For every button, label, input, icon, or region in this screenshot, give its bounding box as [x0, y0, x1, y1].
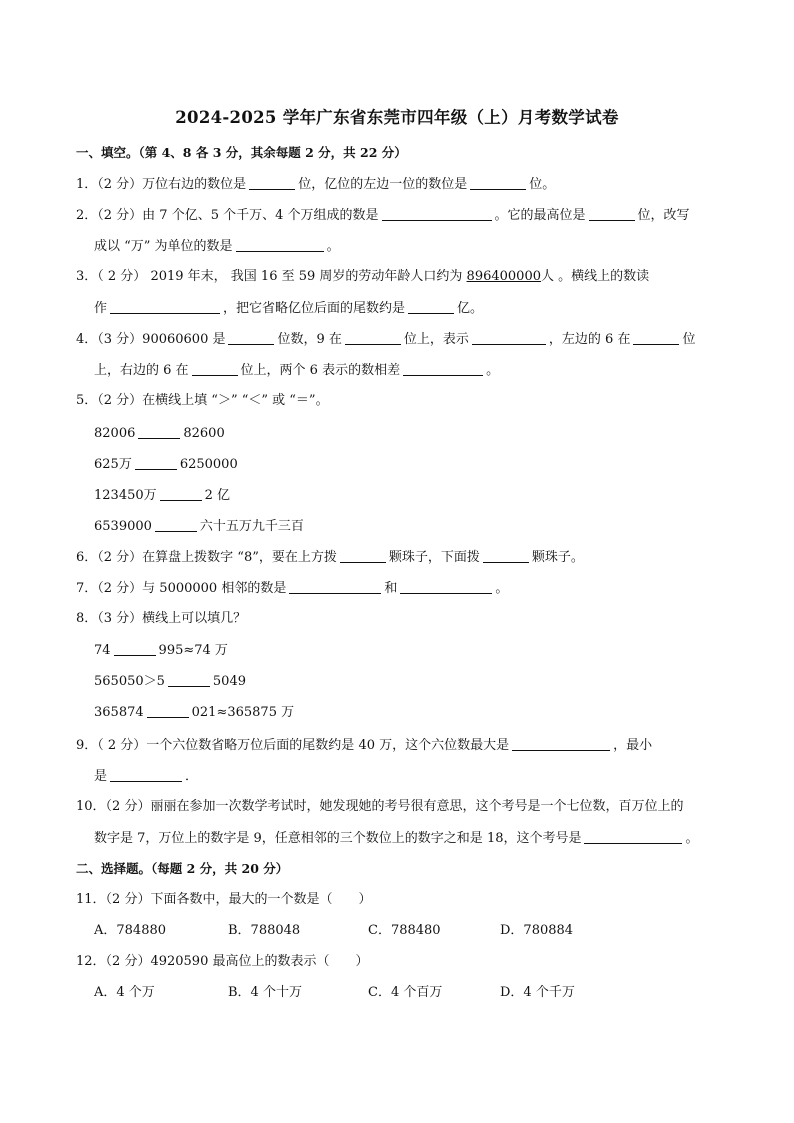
question-12: 12．（2 分）4920590 最高位上的数表示（ ）	[76, 954, 369, 969]
answer-blank[interactable]	[400, 579, 492, 594]
compare-row: 625万 6250000	[94, 457, 238, 472]
option-d[interactable]: D．4 个千万	[500, 985, 575, 1000]
answer-blank[interactable]	[114, 641, 156, 656]
question-2: 2．（2 分）由 7 个亿、5 个千万、4 个万组成的数是 。它的最高位是 位，改写	[76, 208, 690, 223]
answer-blank[interactable]	[135, 455, 177, 470]
answer-blank[interactable]	[289, 579, 381, 594]
population-number: 896400000	[466, 269, 541, 284]
question-10-cont: 数字是 7，万位上的数字是 9，任意相邻的三个数位上的数字之和是 18，这个考号是 。	[94, 831, 699, 846]
question-3-cont: 作 ，把它省略亿位后面的尾数约是 亿。	[94, 301, 484, 316]
option-c[interactable]: C．4 个百万	[368, 985, 443, 1000]
answer-blank[interactable]	[110, 767, 182, 782]
question-8: 8．（3 分）横线上可以填几？	[76, 611, 247, 626]
page-title: 2024-2025 学年广东省东莞市四年级（上）月考数学试卷	[175, 108, 619, 127]
question-10: 10．（2 分）丽丽在参加一次数学考试时，她发现她的考号很有意思，这个考号是一个七位数，百万位上的	[76, 799, 684, 814]
option-c[interactable]: C．788480	[368, 923, 441, 938]
answer-blank[interactable]	[483, 548, 529, 563]
answer-blank[interactable]	[168, 672, 210, 687]
option-a[interactable]: A．784880	[94, 923, 167, 938]
answer-blank[interactable]	[345, 330, 401, 345]
compare-row: 82006 82600	[94, 426, 225, 441]
answer-blank[interactable]	[160, 486, 202, 501]
compare-row: 6539000 六十五万九千三百	[94, 519, 304, 534]
estimate-row: 365874 021≈365875 万	[94, 705, 295, 720]
answer-blank[interactable]	[403, 361, 483, 376]
option-b[interactable]: B．4 个十万	[228, 985, 302, 1000]
section-choice-heading: 二、选择题。（每题 2 分，共 20 分）	[76, 861, 289, 876]
option-d[interactable]: D．780884	[500, 923, 574, 938]
question-11: 11．（2 分）下面各数中，最大的一个数是（ ）	[76, 892, 372, 907]
answer-blank[interactable]	[408, 299, 454, 314]
answer-blank[interactable]	[340, 548, 386, 563]
answer-blank[interactable]	[589, 206, 635, 221]
answer-blank[interactable]	[228, 330, 274, 345]
answer-blank[interactable]	[249, 175, 295, 190]
question-7: 7．（2 分）与 5000000 相邻的数是 和 。	[76, 581, 509, 596]
answer-blank[interactable]	[584, 829, 682, 844]
option-b[interactable]: B．788048	[228, 923, 301, 938]
answer-blank[interactable]	[236, 237, 324, 252]
question-5: 5．（2 分）在横线上填 “＞” “＜” 或 “＝”。	[76, 393, 329, 408]
question-3: 3．（ 2 分） 2019 年末， 我国 16 至 59 周岁的劳动年龄人口约为 896400000人 。横线上的数读	[76, 269, 650, 284]
question-4: 4．（3 分）90060600 是 位数，9 在 位上，表示 ，左边的 6 在 位	[76, 332, 696, 347]
answer-blank[interactable]	[472, 330, 546, 345]
answer-blank[interactable]	[192, 361, 238, 376]
answer-blank[interactable]	[110, 299, 220, 314]
answer-blank[interactable]	[138, 424, 180, 439]
option-a[interactable]: A．4 个万	[94, 985, 155, 1000]
answer-blank[interactable]	[633, 330, 679, 345]
section-fill-in-heading: 一、填空。（第 4、8 各 3 分，其余每题 2 分，共 22 分）	[76, 145, 407, 160]
answer-blank[interactable]	[155, 517, 197, 532]
question-2-cont: 成以 “万” 为单位的数是 。	[94, 239, 340, 254]
question-4-cont: 上，右边的 6 在 位上，两个 6 表示的数相差 。	[94, 363, 500, 378]
answer-blank[interactable]	[470, 175, 526, 190]
question-9: 9．（ 2 分）一个六位数省略万位后面的尾数约是 40 万，这个六位数最大是 ，最小	[76, 738, 653, 753]
answer-blank[interactable]	[512, 736, 610, 751]
answer-blank[interactable]	[147, 703, 189, 718]
estimate-row: 74 995≈74 万	[94, 643, 228, 658]
answer-blank[interactable]	[382, 206, 492, 221]
compare-row: 123450万 2 亿	[94, 488, 231, 503]
question-1: 1．（2 分）万位右边的数位是 位，亿位的左边一位的数位是 位。	[76, 177, 556, 192]
estimate-row: 565050＞5 5049	[94, 674, 246, 689]
question-6: 6．（2 分）在算盘上拨数字 “8”，要在上方拨 颗珠子，下面拨 颗珠子。	[76, 550, 584, 565]
question-9-cont: 是 ．	[94, 769, 199, 784]
